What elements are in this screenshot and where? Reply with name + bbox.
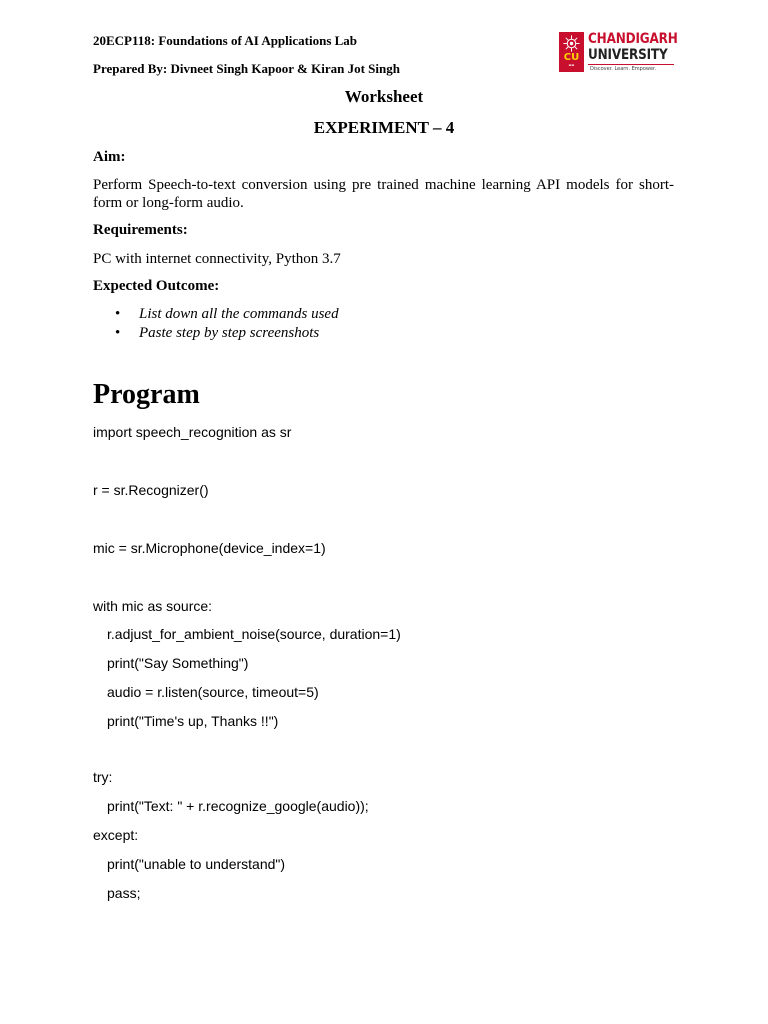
code-line: print("unable to understand"): [107, 856, 286, 872]
requirements-text: PC with internet connectivity, Python 3.7: [93, 251, 341, 267]
prepared-by: Prepared By: Divneet Singh Kapoor & Kiran Jot Singh: [93, 61, 400, 76]
experiment-title: EXPERIMENT – 4: [313, 118, 455, 137]
code-line: r.adjust_for_ambient_noise(source, duration=1): [107, 626, 401, 642]
program-heading: Program: [93, 379, 200, 410]
list-item: [115, 324, 339, 343]
requirements-label: Requirements:: [93, 222, 188, 238]
list-item-text: Paste step by step screenshots: [139, 325, 320, 341]
code-line: with mic as source:: [93, 598, 213, 614]
code-line: pass;: [107, 885, 141, 901]
list-item-text: List down all the commands used: [139, 306, 339, 322]
sun-emblem-icon: [563, 35, 580, 52]
logo-line-2: UNIVERSITY: [588, 47, 668, 63]
code-line: print("Time's up, Thanks !!"): [107, 713, 279, 729]
university-logo: [557, 31, 677, 73]
aim-label: Aim:: [93, 149, 126, 165]
logo-emblem: [559, 32, 584, 72]
logo-emblem-caption: ▬▬: [568, 63, 575, 67]
code-line: import speech_recognition as sr: [93, 424, 292, 440]
code-line: print("Text: " + r.recognize_google(audio));: [107, 798, 369, 814]
bullet-icon: •: [115, 325, 121, 341]
bullet-icon: •: [115, 306, 121, 322]
code-line: audio = r.listen(source, timeout=5): [107, 684, 319, 700]
list-item: [115, 305, 339, 324]
code-line: r = sr.Recognizer(): [93, 482, 209, 498]
logo-emblem-text: CU: [563, 52, 580, 63]
code-line: print("Say Something"): [107, 655, 249, 671]
code-line: mic = sr.Microphone(device_index=1): [93, 540, 326, 556]
logo-tagline: Discover. Learn. Empower.: [590, 66, 657, 72]
expected-outcome-label: Expected Outcome:: [93, 278, 220, 294]
logo-line-1: CHANDIGARH: [588, 31, 678, 47]
aim-text: Perform Speech-to-text conversion using pre trained machine learning API models for short-form or long-form audio.: [93, 177, 674, 211]
code-line: try:: [93, 769, 113, 785]
worksheet-title: Worksheet: [344, 87, 424, 106]
logo-divider: [588, 64, 674, 65]
code-line: except:: [93, 827, 139, 843]
outcome-list: [115, 305, 339, 343]
course-title: 20ECP118: Foundations of AI Applications Lab: [93, 33, 358, 48]
